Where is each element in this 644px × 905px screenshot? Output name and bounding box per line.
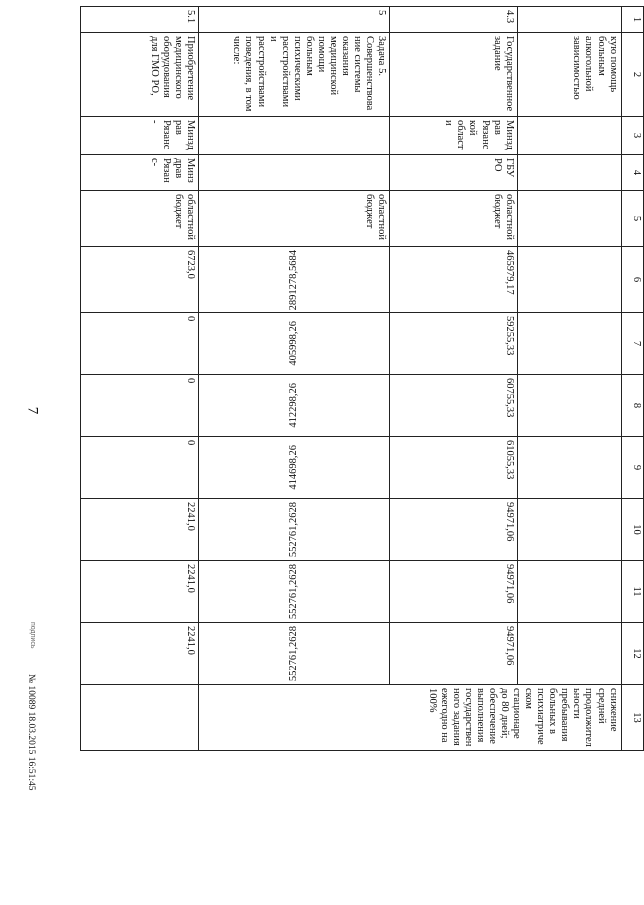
rotated-value: 405998,26 [288, 321, 300, 366]
cell-y5 [517, 561, 621, 623]
cell-y6: 94971,06 [390, 623, 518, 685]
cell-y1 [517, 313, 621, 375]
rotated-value: 552761,2628 [288, 626, 300, 682]
cell-org: Минздрав Рязанс- [81, 155, 199, 191]
cell-y4 [199, 499, 390, 561]
table-area [80, 6, 644, 750]
cell-org [199, 155, 390, 191]
cell-total [199, 247, 390, 313]
header-cell: 5 [621, 191, 643, 247]
table-row [199, 7, 390, 751]
cell-y2: 60755,33 [390, 375, 518, 437]
cell-y2: 0 [81, 375, 199, 437]
cell-total [517, 247, 621, 313]
header-cell: 8 [621, 375, 643, 437]
signature-stamp: подпись [29, 622, 36, 649]
cell-executor [199, 117, 390, 155]
cell-org: ГБУ РО [390, 155, 518, 191]
header-cell: 2 [621, 33, 643, 117]
cell-num: 5.1 [81, 7, 199, 33]
header-cell: 12 [621, 623, 643, 685]
rotated-value: 412298,26 [288, 383, 300, 428]
cell-name: Задача 5. Совершенствование системы оказания медицинской помощи больным психическими расстройствами и расстройствами поведения, в том числе: [199, 33, 390, 117]
cell-num [517, 7, 621, 33]
cell-y3 [517, 437, 621, 499]
cell-y3: 0 [81, 437, 199, 499]
table-row [81, 7, 199, 751]
cell-y5: 2241,0 [81, 561, 199, 623]
cell-y4 [517, 499, 621, 561]
table-row [390, 7, 518, 751]
cell-name: Государственное задание [390, 33, 518, 117]
header-cell: 7 [621, 313, 643, 375]
cell-y1: 0 [81, 313, 199, 375]
cell-source: областной бюджет [199, 191, 390, 247]
cell-y1: 59255,33 [390, 313, 518, 375]
cell-executor: Минздрав Рязанс- [81, 117, 199, 155]
cell-source [517, 191, 621, 247]
cell-source: областной бюджет [390, 191, 518, 247]
header-cell: 1 [621, 7, 643, 33]
rotated-value: 552761,2628 [288, 502, 300, 558]
cell-num: 4.3 [390, 7, 518, 33]
cell-name: кую помощь больным алкогольной зависимостью [517, 33, 621, 117]
registration-number: № 10089 18.03.2015 16:51:45 [26, 674, 36, 791]
cell-executor: Минздрав Рязанской области [390, 117, 518, 155]
cell-y6 [517, 623, 621, 685]
header-row [621, 7, 643, 751]
header-cell: 9 [621, 437, 643, 499]
header-cell: 11 [621, 561, 643, 623]
rotated-value: 414698,26 [288, 445, 300, 490]
cell-y1 [199, 313, 390, 375]
header-cell: 3 [621, 117, 643, 155]
cell-y3: 61055,33 [390, 437, 518, 499]
cell-y2 [199, 375, 390, 437]
cell-y6: 2241,0 [81, 623, 199, 685]
cell-y6 [199, 623, 390, 685]
cell-executor [517, 117, 621, 155]
cell-y3 [199, 437, 390, 499]
cell-result: снижение средней продолжительности пребывания больных в психиатрическом стационаре до 80 дней; обеспечение выполнения государственного задания ежегодно на 100% [199, 685, 621, 751]
budget-table [80, 6, 644, 751]
cell-y4: 2241,0 [81, 499, 199, 561]
header-cell: 4 [621, 155, 643, 191]
cell-source: областной бюджет [81, 191, 199, 247]
cell-y5 [199, 561, 390, 623]
page-number: 7 [24, 406, 41, 415]
cell-total: 465979,17 [390, 247, 518, 313]
cell-total: 6723,0 [81, 247, 199, 313]
document-footer [16, 622, 36, 902]
rotated-value: 2891278,5684 [288, 250, 300, 311]
cell-result [81, 685, 199, 751]
header-cell: 13 [621, 685, 643, 751]
cell-y4: 94971,06 [390, 499, 518, 561]
cell-y5: 94971,06 [390, 561, 518, 623]
header-cell: 6 [621, 247, 643, 313]
cell-name: Приобретение медицинского оборудования для ГМО РО, [81, 33, 199, 117]
table-row [517, 7, 621, 751]
cell-num: 5 [199, 7, 390, 33]
rotated-value: 552761,2628 [288, 564, 300, 620]
header-cell: 10 [621, 499, 643, 561]
cell-org [517, 155, 621, 191]
cell-y2 [517, 375, 621, 437]
